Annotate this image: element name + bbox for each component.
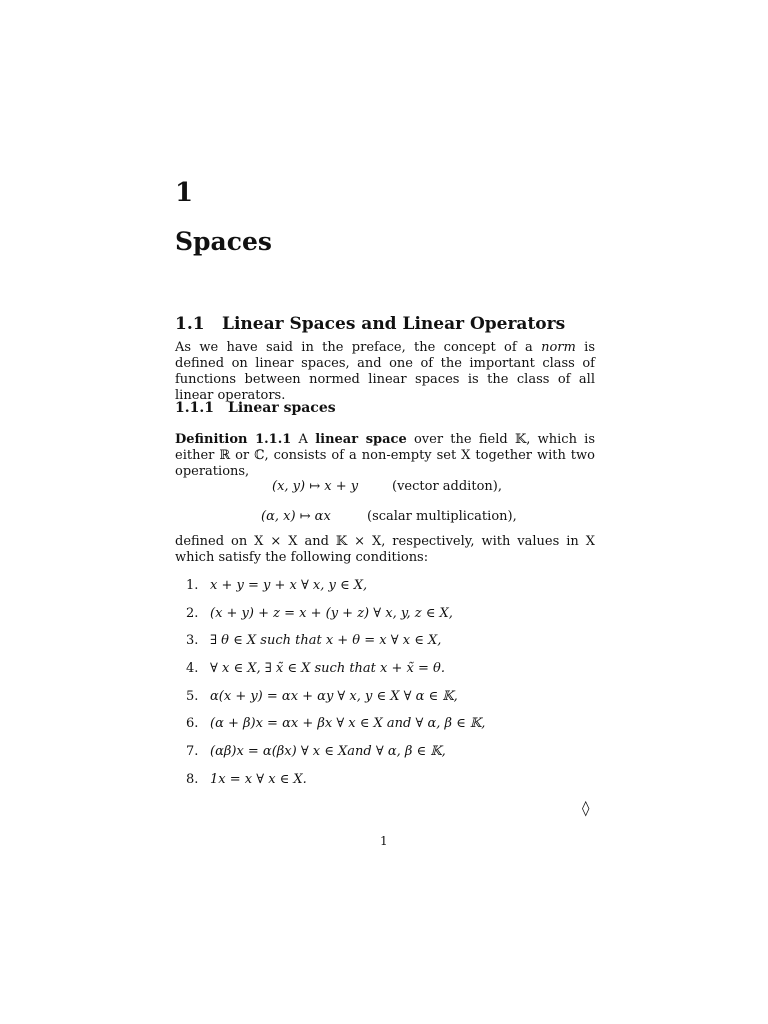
intro-text-start: As we have said in the preface, the concept of a [175, 340, 542, 355]
definition-term: linear space [315, 432, 407, 447]
condition-index: 2. [186, 605, 199, 621]
subsection-heading [175, 400, 336, 416]
condition-text: α(x + y) = αx + αy ∀ x, y ∈ X ∀ α ∈ 𝕂, [210, 688, 458, 704]
operation-explanation: (scalar multiplication), [367, 509, 517, 524]
chapter-number: 1 [175, 178, 194, 208]
page-number: 1 [380, 834, 388, 848]
condition-index: 1. [186, 578, 199, 593]
condition-item [186, 661, 485, 689]
definition-paragraph [175, 432, 595, 480]
condition-item [186, 578, 485, 606]
operation-scalar-multiplication [261, 509, 517, 524]
condition-item [186, 716, 485, 744]
definition-text-start: A [291, 432, 316, 447]
operation-formula: (α, x) ↦ αx [261, 509, 331, 524]
condition-item [186, 772, 485, 800]
operation-vector-addition [272, 479, 502, 494]
section-heading [175, 314, 565, 334]
condition-text: (αβ)x = α(βx) ∀ x ∈ Xand ∀ α, β ∈ 𝕂, [210, 744, 446, 760]
conditions-intro-paragraph: defined on X × X and 𝕂 × X, respectively, with values in X which satisfy the following conditions: [175, 534, 595, 565]
condition-index: 4. [186, 661, 199, 677]
condition-index: 3. [186, 633, 199, 649]
section-number: 1.1 [175, 314, 205, 334]
condition-text: (α + β)x = αx + βx ∀ x ∈ X and ∀ α, β ∈ 𝕂, [210, 716, 486, 732]
conditions-list [186, 578, 485, 800]
operation-explanation: (vector additon), [392, 479, 502, 494]
definition-text-end: over the field 𝕂, which is either ℝ or ℂ, consists of a non-empty set X together with two operations, [175, 432, 596, 479]
condition-index: 6. [186, 716, 199, 732]
condition-index: 7. [186, 744, 199, 760]
condition-index: 8. [186, 771, 199, 787]
section-intro-paragraph [175, 340, 595, 404]
condition-item [186, 606, 485, 634]
condition-text: ∀ x ∈ X, ∃ x̃ ∈ X such that x + x̃ = θ. [210, 661, 445, 677]
intro-text-end: is defined on linear spaces, and one of the important class of functions between normed linear spaces is the class of all linear operators. [175, 340, 595, 403]
condition-item [186, 689, 485, 717]
condition-text: ∃ θ ∈ X such that x + θ = x ∀ x ∈ X, [210, 633, 442, 649]
subsection-number: 1.1.1 [175, 400, 214, 416]
section-title: Linear Spaces and Linear Operators [222, 314, 566, 334]
operation-formula: (x, y) ↦ x + y [272, 479, 359, 494]
condition-item [186, 633, 485, 661]
condition-text: (x + y) + z = x + (y + z) ∀ x, y, z ∈ X, [210, 605, 453, 621]
subsection-title: Linear spaces [228, 400, 336, 416]
condition-index: 5. [186, 688, 199, 704]
condition-text: 1x = x ∀ x ∈ X. [210, 771, 307, 787]
definition-label: Definition 1.1.1 [175, 432, 292, 447]
intro-emphasis: norm [541, 340, 576, 355]
chapter-title: Spaces [175, 227, 272, 256]
condition-item [186, 744, 485, 772]
condition-text: x + y = y + x ∀ x, y ∈ X, [210, 578, 368, 593]
end-of-definition-mark: ◊ [582, 799, 590, 817]
